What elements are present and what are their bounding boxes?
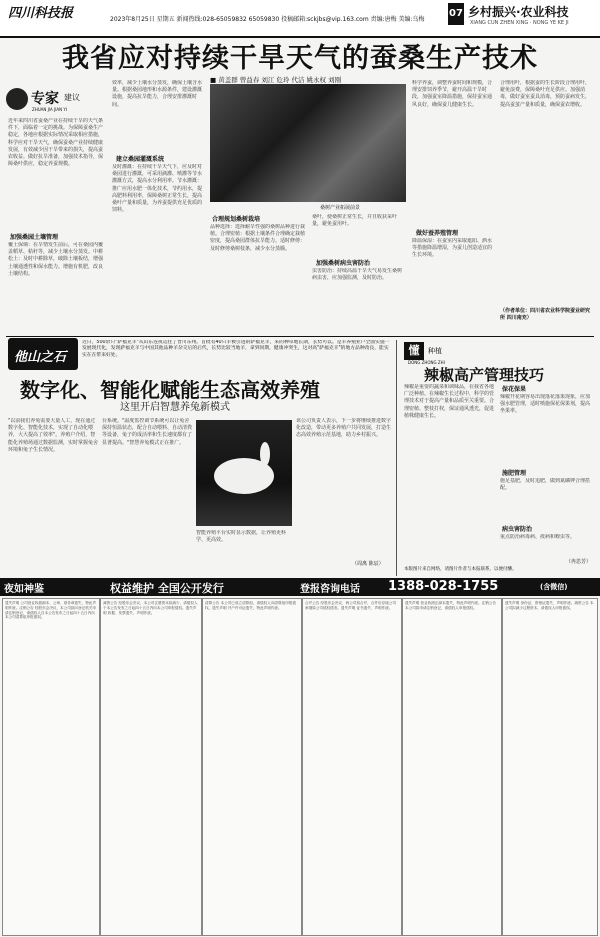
column-1-text: 近年来四川省蚕桑产业在持续干旱的天气条件下，面临着一定的挑战。为保障蚕桑生产稳定，各地应根据实际情况采取相应措施，科学应对干旱天气，确保蚕桑产业持续健康发展，有效减少因干旱带来的损失，提高蚕农收益。做好抗旱准备，加强技术指导，保障桑叶供应，稳定养蚕规模。: [8, 118, 104, 168]
chili-col-4: 重点防治病毒病、疫病和蚜虫等。: [500, 534, 576, 540]
classifieds-label: 夜如神鉴: [4, 584, 44, 595]
column-4-text: 桑叶，使桑树正常生长，并且收获采叶量，避免蚕用叶。: [312, 214, 398, 228]
section-title: 乡村振兴·农业科技: [468, 5, 569, 19]
chili-subhead-2: 施肥管理: [502, 470, 527, 477]
column-6-text: 合理用叶，根据蚕的生长阶段合理用叶，避免浪费，保障桑叶充足供应。加强消毒，做好蚕室蚕具消毒，预防蚕病发生，提高蚕茧产量和质量，确保蚕农增收。: [500, 80, 591, 108]
mulberry-photo: [210, 84, 406, 202]
lead-subhead-5: 做好蚕养殖管理: [416, 230, 459, 237]
column-2-text-2: 及时灌溉：在持续干旱天气下，应及时对桑园进行灌溉，可采用滴灌、喷灌等节水灌溉方式，提高水分利用率。节水灌溉：推广应用水肥一体化技术，节约用水，提高肥料利用率，保障桑树正常生长，提高桑叶产量和质量，为养蚕提供充足优质的饲料。: [112, 164, 203, 214]
rabbit-article-signoff: （周离 陈辰）: [352, 561, 384, 567]
chili-badge-suffix: 种植: [428, 347, 442, 355]
column-1-text-2: 覆土保墒：在旱情发生前后，可在桑园内覆盖稻草、秸秆等，减少土壤水分蒸发。中耕松土：及时中耕除草，破除土壤板结，增强土壤通透性和保水能力。增施有机肥，改良土壤结构。: [8, 242, 104, 277]
rabbit-photo: [196, 420, 292, 526]
lead-subhead-2: 建立桑园灌溉系统: [116, 156, 165, 163]
lead-article-authors: ■ 黄盖群 曾益春 刘江 危玲 代洁 姚永权 刘刚: [210, 76, 342, 84]
lead-subhead-3: 合理规划桑树栽培: [212, 216, 261, 223]
classified-column-4: 合并公告 经股东会决议，两公司拟合并，合并后存续公司承继原公司债权债务。遗失声明 证书遗失，声明作废。: [302, 598, 402, 936]
chili-col-2: 辣椒开花期容易出现落花落果现象，应加强水肥管理，适时喷施保花保果剂，提高坐果率。: [500, 394, 591, 415]
case-study-badge: [8, 338, 78, 370]
expert-badge: [6, 88, 96, 114]
section-divider: [6, 336, 594, 337]
chili-article-signoff: （冉思芳）: [566, 559, 592, 565]
hotline-note: (含微信): [540, 583, 568, 591]
classifieds-banner: [0, 578, 600, 596]
column-5-text-2: 降温保湿：在蚕室内采取遮阳、洒水等措施降温增湿，为蚕儿创造适宜的生长环境。: [412, 238, 493, 259]
classifieds-headline: 权益维护 全国公开发行: [110, 582, 224, 595]
hotline-number: 1388-028-1755: [388, 579, 499, 594]
column-5-text: 科学养蚕，调整养蚕时间和规模，合理安排饲养季节，避开高温干旱时段，加强蚕室降温措施，保持蚕室通风良好，确保蚕儿健康生长。: [412, 80, 493, 108]
column-3-text: 品种选择：选择耐旱性强的桑树品种进行栽植。合理密植：根据土壤条件合理确定栽植密度，提高桑园群体抗旱能力。适时修剪：及时修剪桑树枝条，减少水分蒸腾。: [210, 224, 306, 252]
issue-date-line: 2023年8月25日 星期五 新闻热线:028-65059832 65059830 投稿邮箱:sckjbs@vip.163.com 责编:唐梅 美编:乌梅: [110, 16, 425, 23]
expert-badge-label: 专家: [31, 91, 59, 107]
expert-badge-pinyin: ZHUAN JIA JIAN YI: [32, 107, 68, 112]
rabbit-col-2: 台系统。"温度监控调节系统可以让兔舍保持恒温状态，配合自动喂料、自动清粪等设备，兔子的成活率和生长速度都有了显著提高。"智慧养兔模式正在推广。: [102, 418, 192, 446]
classified-column-1: 遗失声明 公司营业执照副本、公章、财务章遗失，特此声明作废。注销公告 经股东会决议，本公司拟向登记机关申请注销登记，请债权人自本公告发布之日起四十五日内向本公司清算组申报债权。: [2, 598, 100, 936]
section-pinyin: XIANG CUN ZHEN XING · NONG YE KE JI: [470, 20, 569, 26]
mulberry-photo-caption: 桑树产业拓展前景: [320, 205, 361, 211]
rabbit-ear-icon: [260, 442, 270, 466]
classified-column-3: 清算公告 本公司已成立清算组，请债权人向清算组申报债权。遗失声明 开户许可证遗失，特此声明作废。: [202, 598, 302, 936]
newspaper-logo: 四川科技报: [8, 6, 74, 21]
expert-avatar-icon: [6, 88, 28, 110]
classified-column-6: 遗失声明 身份证、资格证遗失，声明作废。减资公告 本公司拟减少注册资本，请债权人申报债权。: [502, 598, 598, 936]
case-study-intro: 近日，500余只"萨福克羊"从山东连夜运往了晋川东州。首批有40只羊被引进的萨福克羊，来的种草地长期，长势可以。是羊养殖业户全面实施一发展现代化，发现萨福克羊与中国其他品种羊杂交后的后代，长势比较当地羊，拿到同期，健康冲突生，这对高"萨福克羊"的地方品种改良，能实实在在带来好处。: [82, 340, 390, 358]
chili-badge-pinyin: DONG ZHONG ZHI: [408, 360, 445, 365]
rabbit-col-1: "以前我们养兔需要大量人工，现在通过数字化、智能化技术，实现了自动化喂养，大大提高了效率"。养殖户介绍，智能化养殖场通过数据监测，实时掌握兔舍环境和兔子生长情况。: [8, 418, 98, 453]
column-divider: [396, 340, 397, 576]
page-number: 07: [448, 3, 464, 25]
case-study-badge-label: 他山之石: [14, 350, 67, 365]
classifieds-grid: [2, 598, 598, 935]
rabbit-article-title: 数字化、智能化赋能生态高效养殖: [20, 378, 320, 402]
rabbit-article-subtitle: 这里开启智慧养兔新模式: [120, 402, 230, 413]
lead-article-title: 我省应对持续干旱天气的蚕桑生产技术: [62, 43, 538, 74]
chili-subhead-1: 保花保果: [502, 386, 527, 393]
lead-subhead-1: 加强桑园土壤管理: [10, 234, 59, 241]
rabbit-col-3: 智能养殖平台实时显示数据，让养殖更科学、更高效。: [196, 530, 287, 544]
classified-column-5: 遗失声明 营业执照正副本遗失，特此声明作废。注销公告 本公司拟申请注销登记，请债权人申报债权。: [402, 598, 502, 936]
chili-badge-label: 懂: [404, 342, 424, 360]
chili-col-3: 施足基肥，及时追肥，做到氮磷钾合理搭配。: [500, 478, 591, 492]
chili-badge: [404, 342, 594, 364]
lead-article-signoff: （作者单位：四川省农业科学院蚕业研究所 四川南充）: [500, 308, 591, 321]
hotline-label: 登报咨询电话: [300, 584, 360, 595]
column-2-text: 效率，减少土壤水分蒸发，确保土壤含水量。根据桑园地形和水源条件，建设灌溉设施，提高抗旱能力，合理安排灌溉时间。: [112, 80, 203, 108]
chili-subhead-3: 病虫害防治: [502, 526, 533, 533]
lead-subhead-4: 加强桑树病虫害防治: [316, 260, 371, 267]
chili-col-1: 辣椒是重要的蔬菜和调味品，在我省各地广泛种植。在辣椒生长过程中，科学的管理技术对于提高产量和品质至关重要。合理密植、整枝打杈，保证通风透光，促进植株健康生长。: [404, 384, 495, 419]
rabbit-col-4: 该公司负责人表示，下一步将继续推进数字化改造，带动更多养殖户共同发展，打造生态高效养殖示范基地，助力乡村振兴。: [296, 418, 392, 439]
expert-badge-suffix: 建议: [64, 93, 80, 102]
chili-article-title: 辣椒高产管理技巧: [424, 366, 545, 384]
image-credit-note: 本版图片来自网络，请图片作者与本报联系，以便付酬。: [404, 567, 517, 572]
classified-column-2: 减资公告 经股东会决议，本公司注册资本拟减少，请债权人于本公告发布之日起四十五日内向本公司申报债权。遗失声明 收据、发票遗失，声明作废。: [100, 598, 202, 936]
column-4-text-2: 虫害防治：持续高温干旱天气易发生桑树病虫害，应加强监测，及时防治。: [312, 268, 403, 282]
